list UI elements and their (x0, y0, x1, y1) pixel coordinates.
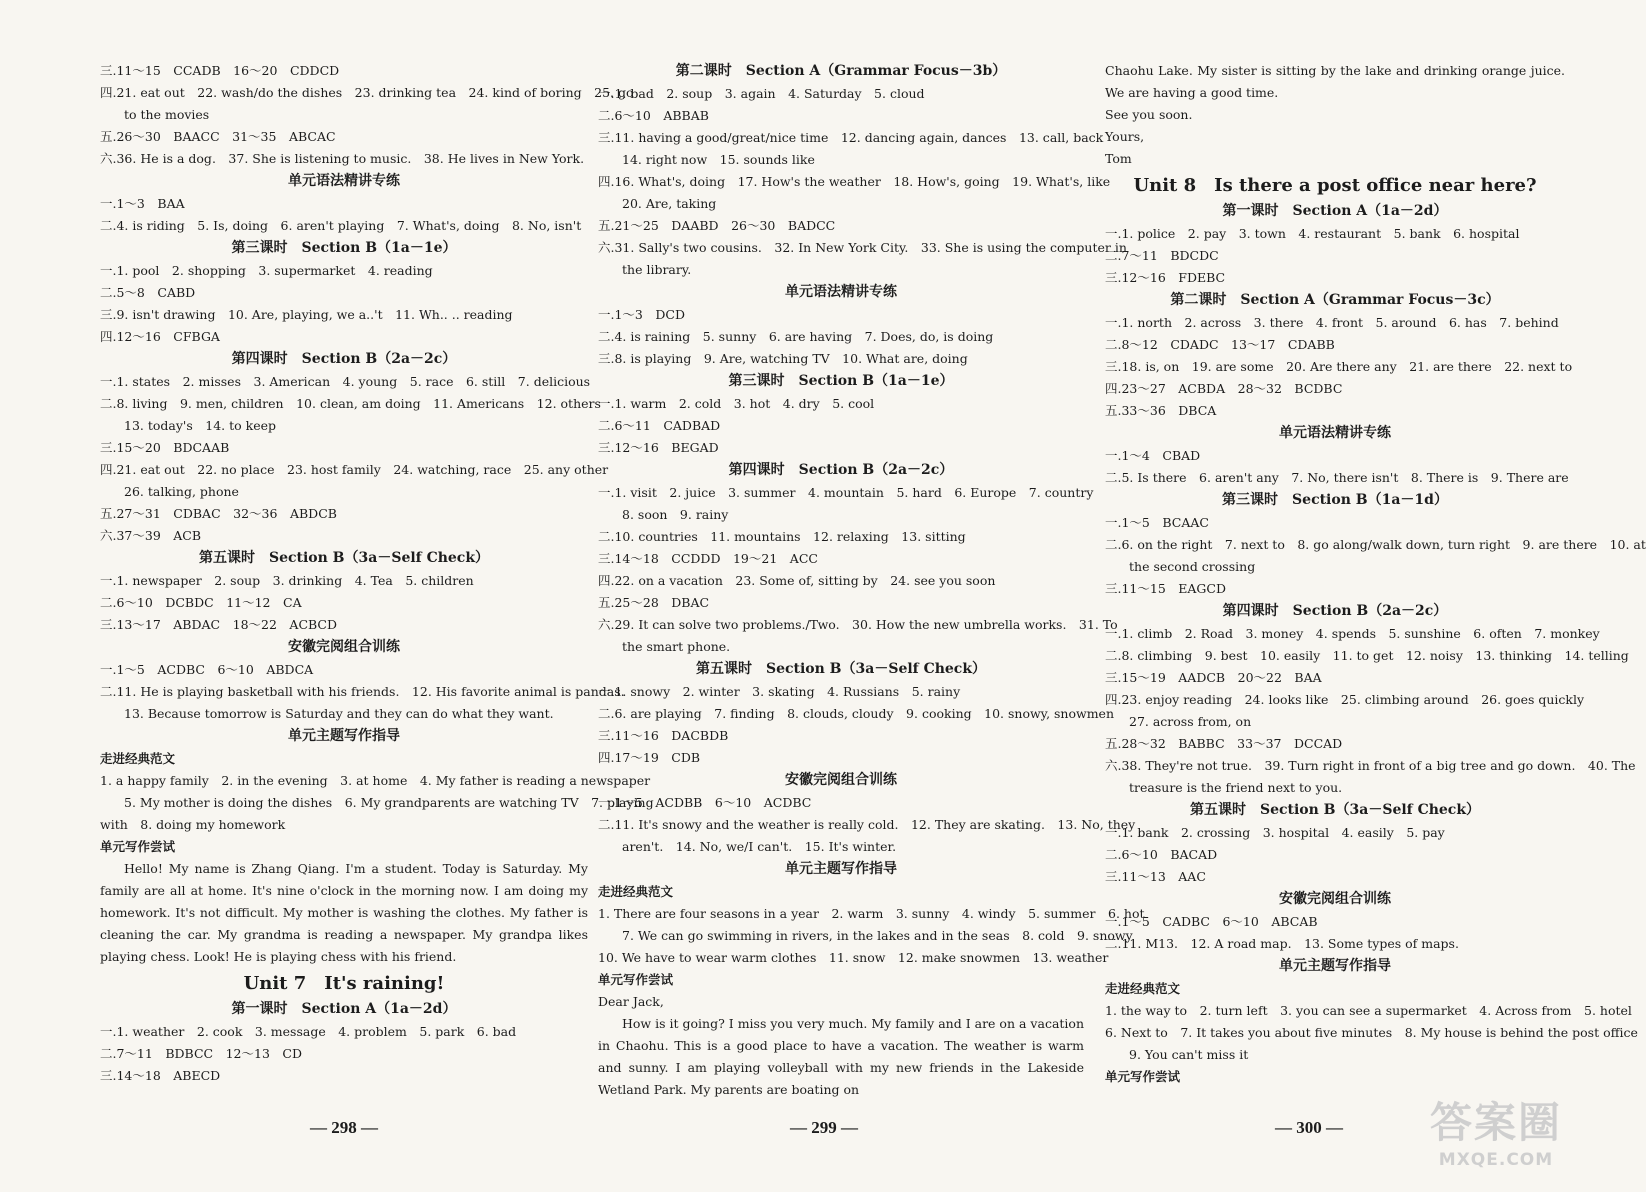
answer-line: 三.15～20 BDCAAB (100, 440, 230, 455)
answer-line: 一.1～5 ACDBB 6～10 ACDBC (598, 795, 812, 810)
section-heading: 单元语法精讲专练 (288, 173, 400, 189)
answer-line: 二.11. It's snowy and the weather is really cold. 12. They are skating. 13. No, they (598, 817, 1136, 832)
answer-line: 三.13～17 ABDAC 18～22 ACBCD (100, 617, 338, 632)
watermark-title: 答案圈 (1429, 1098, 1562, 1147)
subsection-label: 单元写作尝试 (598, 972, 674, 987)
answer-line: 一.1～5 BCAAC (1105, 515, 1209, 530)
answer-line-continued: aren't. 14. No, we/I can't. 15. It's winter. (622, 839, 897, 854)
watermark-url: MXQE.COM (1438, 1150, 1554, 1170)
page-number-299: — 299 — (790, 1118, 858, 1137)
answer-line: 二.4. is raining 5. sunny 6. are having 7. Does, do, is doing (598, 329, 994, 344)
subsection-label: 走进经典范文 (598, 884, 674, 899)
answer-line: 一.1～5 ACDBC 6～10 ABDCA (100, 662, 314, 677)
answer-line: 四.21. eat out 22. wash/do the dishes 23. drinking tea 24. kind of boring 25. go (100, 85, 634, 100)
answer-line: 一.1. newspaper 2. soup 3. drinking 4. Tea 5. children (100, 573, 474, 588)
answer-line: 一.1～4 CBAD (1105, 448, 1201, 463)
section-heading: 安徽完阅组合训练 (785, 772, 897, 788)
answer-line-continued: 20. Are, taking (622, 196, 717, 211)
section-heading: 第三课时 Section B（1a－1d） (1222, 492, 1448, 508)
section-heading: 第二课时 Section A（Grammar Focus－3c） (1170, 292, 1500, 308)
answer-line: 二.6～11 CADBAD (598, 418, 721, 433)
answer-line: 六.38. They're not true. 39. Turn right in front of a big tree and go down. 40. The (1105, 758, 1636, 773)
section-heading: 第四课时 Section B（2a－2c） (231, 351, 457, 367)
answer-line: 一.1. bank 2. crossing 3. hospital 4. easily 5. pay (1105, 825, 1445, 840)
page-number-300: — 300 — (1275, 1118, 1343, 1137)
subsection-label: 走进经典范文 (100, 751, 176, 766)
answer-line: 二.6. are playing 7. finding 8. clouds, cloudy 9. cooking 10. snowy, snowmen (598, 706, 1115, 721)
answer-line: 一.1. north 2. across 3. there 4. front 5. around 6. has 7. behind (1105, 315, 1559, 330)
answer-line: 三.12～16 FDEBC (1105, 270, 1226, 285)
answer-line: 二.5～8 CABD (100, 285, 196, 300)
answer-line: 二.6～10 DCBDC 11～12 CA (100, 595, 302, 610)
section-heading: 单元主题写作指导 (1279, 958, 1391, 974)
answer-line: 二.11. M13. 12. A road map. 13. Some types of maps. (1105, 936, 1459, 951)
answer-line-continued: 8. soon 9. rainy (622, 507, 729, 522)
answer-line: 二.7～11 BDBCC 12～13 CD (100, 1046, 302, 1061)
subsection-label: 单元写作尝试 (100, 839, 176, 854)
answer-line: Dear Jack, (598, 994, 664, 1009)
answer-line: 二.4. is riding 5. Is, doing 6. aren't playing 7. What's, doing 8. No, isn't (100, 218, 582, 233)
section-heading: 第一课时 Section A（1a－2d） (231, 1001, 457, 1017)
answer-line: 五.25～28 DBAC (598, 595, 710, 610)
unit-title: Unit 7 It's raining! (243, 973, 445, 994)
section-heading: 单元语法精讲专练 (785, 284, 897, 300)
answer-line-continued: 27. across from, on (1129, 714, 1252, 729)
answer-line-continued: 26. talking, phone (124, 484, 239, 499)
answer-line: 五.27～31 CDBAC 32～36 ABDCB (100, 506, 337, 521)
answer-line: 二.6～10 ABBAB (598, 108, 709, 123)
answer-line: 一.1. states 2. misses 3. American 4. young 5. race 6. still 7. delicious (100, 374, 591, 389)
section-heading: 第四课时 Section B（2a－2c） (728, 462, 954, 478)
answer-line: 三.12～16 BEGAD (598, 440, 719, 455)
answer-line: 二.11. He is playing basketball with his friends. 12. His favorite animal is pandas. (100, 684, 625, 699)
section-heading: 单元语法精讲专练 (1279, 425, 1391, 441)
answer-line: 一.1. pool 2. shopping 3. supermarket 4. reading (100, 263, 433, 278)
answer-line-continued: the library. (622, 262, 692, 277)
unit-title: Unit 8 Is there a post office near here? (1133, 175, 1537, 196)
answer-line: 一.1. bad 2. soup 3. again 4. Saturday 5. cloud (598, 86, 925, 101)
answer-line: 三.14～18 ABECD (100, 1068, 221, 1083)
answer-line: 五.21～25 DAABD 26～30 BADCC (598, 218, 836, 233)
section-heading: 第三课时 Section B（1a－1e） (231, 240, 457, 256)
answer-line: 三.11～13 AAC (1105, 869, 1206, 884)
section-heading: 第四课时 Section B（2a－2c） (1222, 603, 1448, 619)
answer-line-continued: treasure is the friend next to you. (1129, 780, 1343, 795)
answer-line: 二.8～12 CDADC 13～17 CDABB (1105, 337, 1335, 352)
answer-line: 1. a happy family 2. in the evening 3. at home 4. My father is reading a newspaper (100, 773, 651, 788)
answer-line: 二.7～11 BDCDC (1105, 248, 1219, 263)
answer-line: 二.10. countries 11. mountains 12. relaxing 13. sitting (598, 529, 966, 544)
section-heading: 第五课时 Section B（3a－Self Check） (1189, 802, 1481, 818)
answer-line: 六.36. He is a dog. 37. She is listening to music. 38. He lives in New York. (100, 151, 585, 166)
answer-line: with 8. doing my homework (100, 817, 286, 832)
answer-line: 三.8. is playing 9. Are, watching TV 10. What are, doing (598, 351, 968, 366)
section-heading: 安徽完阅组合训练 (288, 639, 400, 655)
answer-line: 一.1～5 CADBC 6～10 ABCAB (1105, 914, 1318, 929)
answer-line: 二.8. climbing 9. best 10. easily 11. to get 12. noisy 13. thinking 14. telling (1105, 648, 1629, 663)
answer-line: 1. the way to 2. turn left 3. you can see a supermarket 4. Across from 5. hotel (1105, 1003, 1632, 1018)
answer-line: 四.12～16 CFBGA (100, 329, 220, 344)
answer-line: 五.26～30 BAACC 31～35 ABCAC (100, 129, 336, 144)
answer-line: Yours, (1105, 129, 1145, 144)
answer-line: 三.18. is, on 19. are some 20. Are there any 21. are there 22. next to (1105, 359, 1573, 374)
writing-paragraph: How is it going? I miss you very much. My family and I are on a vacation in Chaohu. This is a good place to have a vacation. The weather is warm and sunny. I am playing volleyball with my new friends in the Lakeside Wetland Park. My parents are boating on (598, 1016, 1084, 1097)
section-heading: 第二课时 Section A（Grammar Focus－3b） (675, 63, 1007, 79)
answer-line-continued: 14. right now 15. sounds like (622, 152, 815, 167)
answer-line: 六.29. It can solve two problems./Two. 30. How the new umbrella works. 31. To (598, 617, 1118, 632)
answer-line: 6. Next to 7. It takes you about five minutes 8. My house is behind the post office (1105, 1025, 1638, 1040)
answer-line: Tom (1105, 151, 1132, 166)
answer-line: 四.23. enjoy reading 24. looks like 25. climbing around 26. goes quickly (1105, 692, 1585, 707)
answer-line: 六.31. Sally's two cousins. 32. In New York City. 33. She is using the computer in (598, 240, 1127, 255)
answer-line: 二.6～10 BACAD (1105, 847, 1218, 862)
section-heading: 第五课时 Section B（3a－Self Check） (695, 661, 987, 677)
answer-line-continued: to the movies (124, 107, 210, 122)
writing-paragraph: Hello! My name is Zhang Qiang. I'm a student. Today is Saturday. My family are all at home. It's nine o'clock in the morning now. I am doing my homework. It's not difficult. My mother is washing the clothes. My father is cleaning the car. My grandma is reading a newspaper. My grandpa likes playing chess. Look! He is playing chess with his friend. (100, 861, 588, 964)
answer-line: 一.1～3 DCD (598, 307, 685, 322)
answer-column-right (1105, 60, 1646, 1088)
answer-line: 一.1. visit 2. juice 3. summer 4. mountain 5. hard 6. Europe 7. country (598, 485, 1094, 500)
answer-line: See you soon. (1105, 107, 1193, 122)
answer-line-continued: the smart phone. (622, 639, 731, 654)
answer-line: 二.5. Is there 6. aren't any 7. No, there isn't 8. There is 9. There are (1105, 470, 1569, 485)
watermark-logo (1430, 1090, 1562, 1170)
answer-line: 四.21. eat out 22. no place 23. host family 24. watching, race 25. any other (100, 462, 609, 477)
section-heading: 安徽完阅组合训练 (1279, 891, 1391, 907)
answer-line: 二.8. living 9. men, children 10. clean, am doing 11. Americans 12. others (100, 396, 601, 411)
section-heading: 单元主题写作指导 (785, 861, 897, 877)
section-heading: 第一课时 Section A（1a－2d） (1222, 203, 1448, 219)
answer-line: 一.1. warm 2. cold 3. hot 4. dry 5. cool (598, 396, 875, 411)
answer-line: 三.11. having a good/great/nice time 12. dancing again, dances 13. call, back (598, 130, 1104, 145)
answer-line-continued: 9. You can't miss it (1129, 1047, 1249, 1062)
answer-line: 三.11～16 DACBDB (598, 728, 729, 743)
answer-line: 四.22. on a vacation 23. Some of, sitting by 24. see you soon (598, 573, 996, 588)
answer-line: 一.1. police 2. pay 3. town 4. restaurant 5. bank 6. hospital (1105, 226, 1520, 241)
answer-line: 五.28～32 BABBC 33～37 DCCAD (1105, 736, 1343, 751)
answer-line-continued: 13. today's 14. to keep (124, 418, 277, 433)
subsection-label: 走进经典范文 (1105, 981, 1181, 996)
answer-line-continued: 7. We can go swimming in rivers, in the lakes and in the seas 8. cold 9. snowy (622, 928, 1133, 943)
answer-line: 三.11～15 CCADB 16～20 CDDCD (100, 63, 340, 78)
answer-line: 三.11～15 EAGCD (1105, 581, 1227, 596)
subsection-label: 单元写作尝试 (1105, 1069, 1181, 1084)
answer-line: 三.14～18 CCDDD 19～21 ACC (598, 551, 818, 566)
answer-line: 一.1. weather 2. cook 3. message 4. problem 5. park 6. bad (100, 1024, 517, 1039)
answer-line: 一.1～3 BAA (100, 196, 185, 211)
answer-line: 10. We have to wear warm clothes 11. snow 12. make snowmen 13. weather (598, 950, 1109, 965)
answer-line: 三.9. isn't drawing 10. Are, playing, we a..'t 11. Wh.. .. reading (100, 307, 513, 322)
answer-line-continued: 5. My mother is doing the dishes 6. My grandparents are watching TV 7. playing (124, 795, 654, 810)
section-heading: 单元主题写作指导 (288, 728, 400, 744)
answer-line: 一.1. snowy 2. winter 3. skating 4. Russians 5. rainy (598, 684, 961, 699)
answer-line-continued: 13. Because tomorrow is Saturday and they can do what they want. (124, 706, 554, 721)
answer-line: 二.6. on the right 7. next to 8. go along/walk down, turn right 9. are there 10. at (1105, 537, 1646, 552)
answer-line: 四.23～27 ACBDA 28～32 BCDBC (1105, 381, 1343, 396)
answer-line: 1. There are four seasons in a year 2. warm 3. sunny 4. windy 5. summer 6. hot (598, 906, 1145, 921)
section-heading: 第五课时 Section B（3a－Self Check） (198, 550, 490, 566)
answer-line: 五.33～36 DBCA (1105, 403, 1217, 418)
answer-line: 四.16. What's, doing 17. How's the weather 18. How's, going 19. What's, like (598, 174, 1111, 189)
answer-line: 一.1. climb 2. Road 3. money 4. spends 5. sunshine 6. often 7. monkey (1105, 626, 1600, 641)
section-heading: 第三课时 Section B（1a－1e） (728, 373, 954, 389)
answer-line: 六.37～39 ACB (100, 528, 202, 543)
answer-line-continued: the second crossing (1129, 559, 1256, 574)
answer-line: 三.15～19 AADCB 20～22 BAA (1105, 670, 1322, 685)
page-number-298: — 298 — (310, 1118, 378, 1137)
answer-line: 四.17～19 CDB (598, 750, 701, 765)
writing-paragraph: Chaohu Lake. My sister is sitting by the lake and drinking orange juice. We are having a good time. (1105, 63, 1565, 100)
